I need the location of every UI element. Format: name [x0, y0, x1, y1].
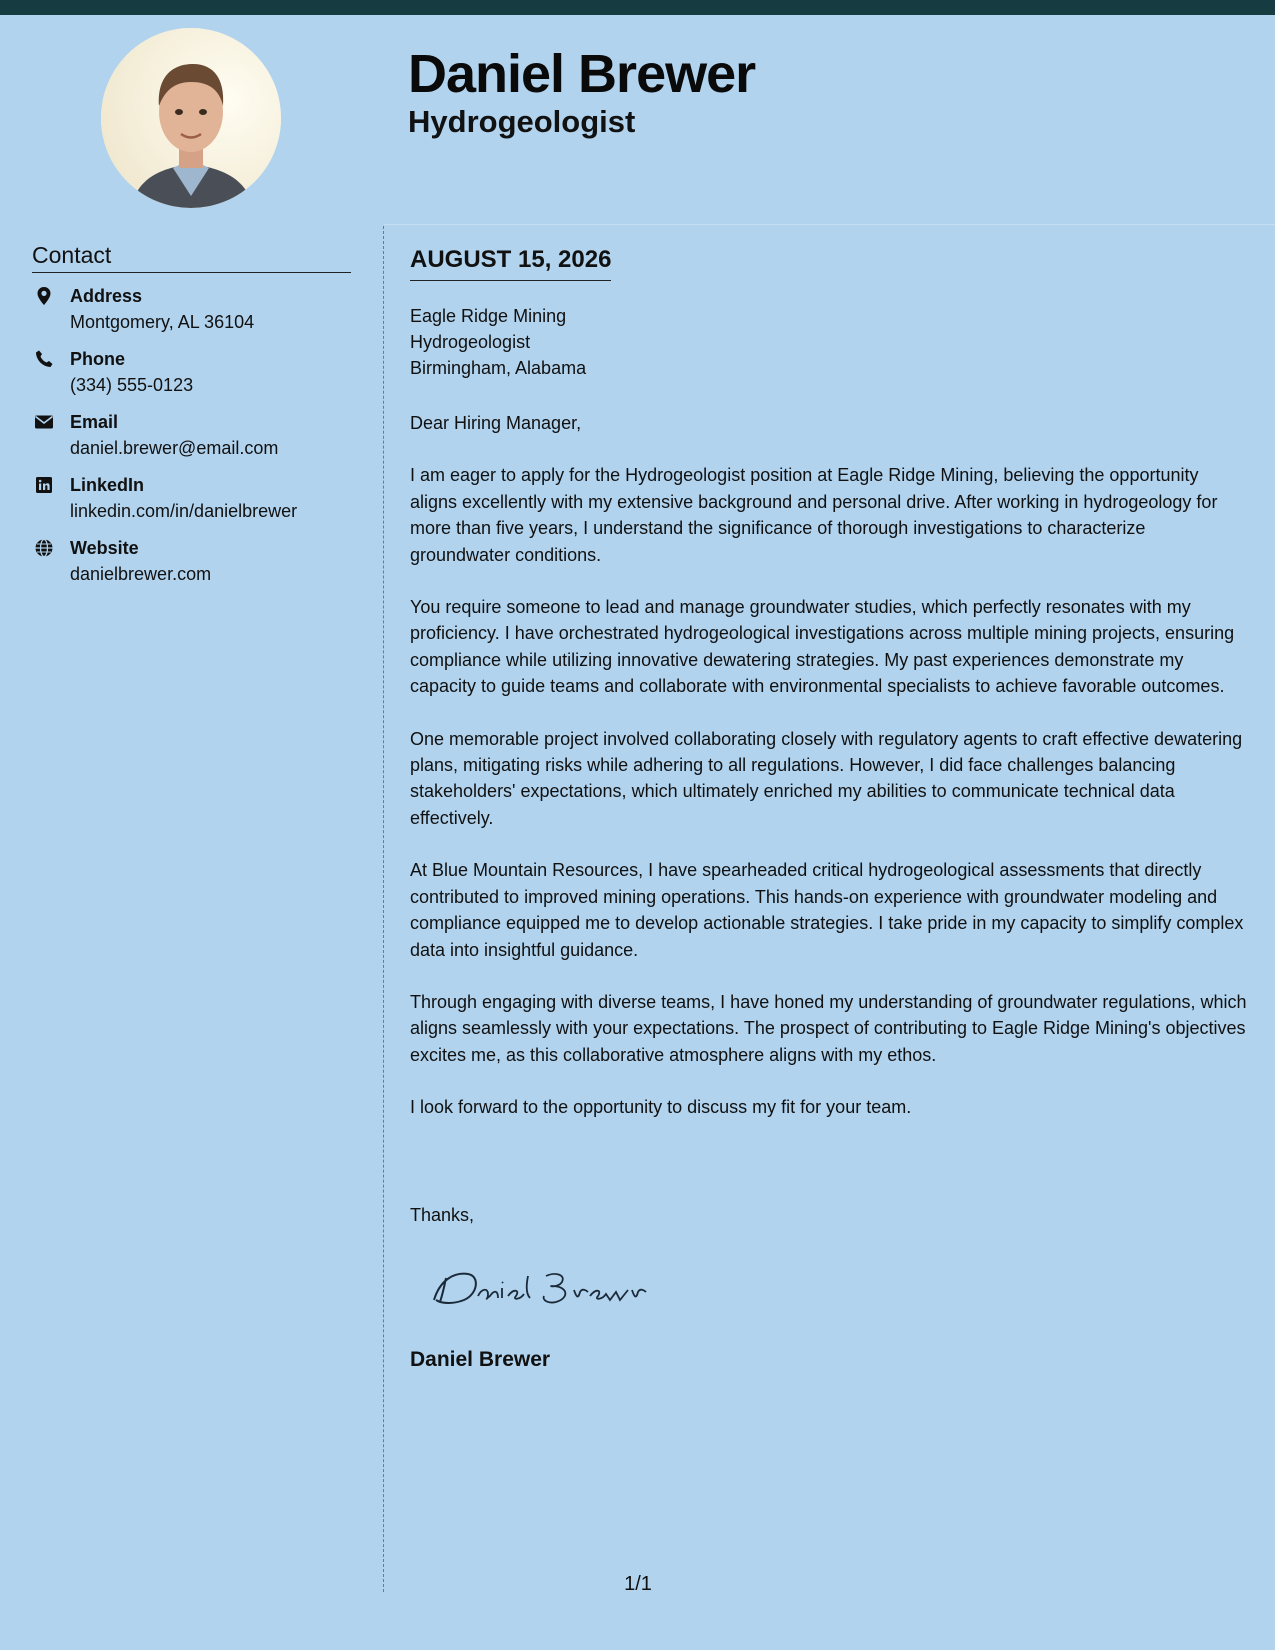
contact-address — [32, 284, 362, 347]
recipient-company: Eagle Ridge Mining — [410, 306, 567, 326]
globe-icon — [34, 538, 54, 558]
body-paragraph: Through engaging with diverse teams, I have honed my understanding of groundwater regulations, which aligns seamlessly with your expectations. The prospect of contributing to Eagle Ridge Mining's objectives excites me, as this collaborative atmosphere aligns with my ethos. — [410, 991, 1247, 1065]
contact-heading: Contact — [32, 240, 351, 273]
recipient-block — [410, 303, 586, 381]
contact-email — [32, 410, 362, 473]
candidate-name: Daniel Brewer — [408, 44, 756, 104]
phone-icon — [34, 349, 54, 369]
contact-label: LinkedIn — [70, 475, 145, 495]
signer-name: Daniel Brewer — [410, 1348, 551, 1371]
envelope-icon — [34, 412, 54, 432]
body-paragraph: At Blue Mountain Resources, I have spearheaded critical hydrogeological assessments that directly contributed to improved mining operations. This hands-on experience with groundwater modeling and compliance equipped me to develop actionable strategies. I take pride in my capacity to simplify complex data into insightful guidance. — [410, 860, 1244, 960]
contact-label: Website — [70, 538, 139, 558]
header-divider — [384, 224, 1275, 225]
body-paragraph: I look forward to the opportunity to discuss my fit for your team. — [410, 1097, 912, 1118]
recipient-location: Birmingham, Alabama — [410, 358, 587, 378]
contact-phone — [32, 347, 362, 410]
closing: Thanks, — [410, 1205, 475, 1225]
contact-label: Address — [70, 286, 143, 306]
letter-date: AUGUST 15, 2026 — [410, 244, 611, 281]
map-pin-icon — [34, 286, 54, 306]
candidate-title: Hydrogeologist — [408, 104, 636, 139]
column-divider — [383, 226, 384, 1592]
body-paragraph: I am eager to apply for the Hydrogeologist position at Eagle Ridge Mining, believing the opportunity aligns excellently with my extensive background and personal drive. After working in hydrogeology for more than five years, I understand the significance of thorough investigations to characterize groundwater conditions. — [410, 465, 1218, 565]
salutation: Dear Hiring Manager, — [410, 413, 582, 433]
letter-body — [410, 410, 1250, 1147]
contact-list — [32, 284, 362, 599]
body-paragraph: You require someone to lead and manage groundwater studies, which perfectly resonates with my proficiency. I have orchestrated hydrogeological investigations across multiple mining projects, ensuring compliance while utilizing innovative dewatering strategies. My past experiences demonstrate my capacity to guide teams and collaborate with environmental specialists to achieve favorable outcomes. — [410, 597, 1235, 697]
body-paragraph: One memorable project involved collaborating closely with regulatory agents to craft effective dewatering plans, mitigating risks while adhering to all regulations. However, I did face challenges balancing stakeholders' expectations, which ultimately enriched my abilities to communicate technical data effectively. — [410, 728, 1243, 828]
recipient-position: Hydrogeologist — [410, 332, 531, 352]
contact-value: (334) 555-0123 — [70, 375, 194, 395]
contact-value[interactable]: danielbrewer.com — [70, 564, 212, 584]
signature — [428, 1262, 658, 1312]
profile-photo — [101, 28, 281, 208]
linkedin-icon — [34, 475, 54, 495]
contact-value[interactable]: linkedin.com/in/danielbrewer — [70, 501, 298, 521]
contact-linkedin — [32, 473, 362, 536]
contact-website — [32, 536, 362, 599]
contact-value: Montgomery, AL 36104 — [70, 312, 255, 332]
page-number: 1/1 — [624, 1573, 652, 1595]
contact-label: Email — [70, 412, 119, 432]
contact-value: daniel.brewer@email.com — [70, 438, 279, 458]
contact-label: Phone — [70, 349, 126, 369]
top-bar — [0, 0, 1275, 15]
